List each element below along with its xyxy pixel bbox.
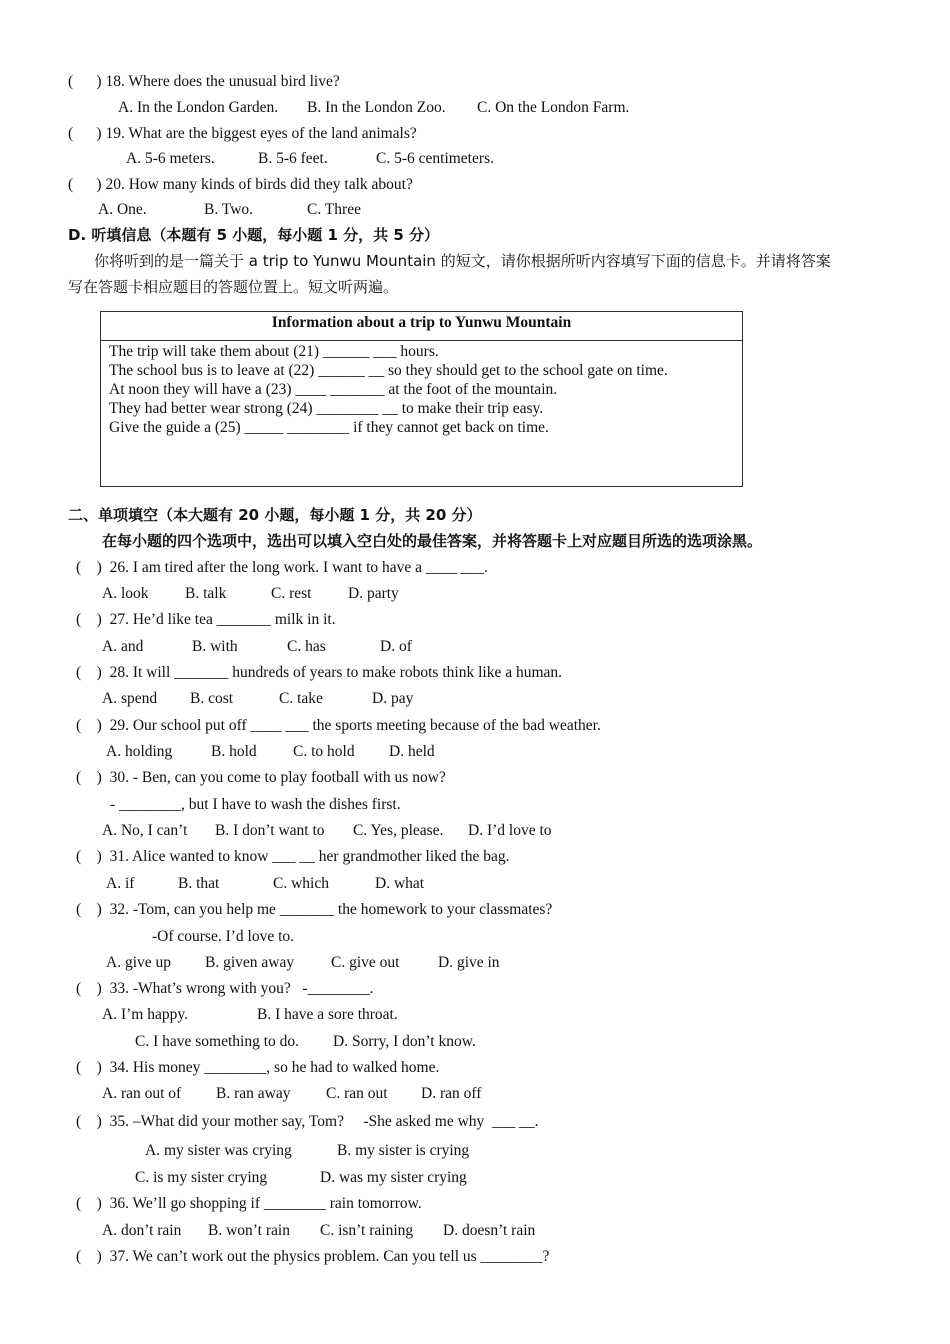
card-row-24: They had better wear strong (24) ________ __ to make their trip easy. [109, 400, 544, 417]
question-31-stem: ( ) 31. Alice wanted to know ___ __ her grandmother liked the bag. [76, 848, 510, 865]
question-30-option-d: D. I’d love to [468, 822, 552, 839]
question-37-stem: ( ) 37. We can’t work out the physics problem. Can you tell us ________? [76, 1248, 550, 1265]
question-34-stem: ( ) 34. His money ________, so he had to walked home. [76, 1059, 440, 1076]
card-row-23: At noon they will have a (23) ____ _______ at the foot of the mountain. [109, 381, 558, 398]
question-30-stem-reply: - ________, but I have to wash the dishes first. [110, 796, 401, 813]
question-30-option-c: C. Yes, please. [353, 822, 444, 839]
question-26-stem: ( ) 26. I am tired after the long work. I want to have a ____ ___. [76, 559, 488, 576]
question-32-stem: ( ) 32. -Tom, can you help me _______ the homework to your classmates? [76, 901, 553, 918]
question-34-option-b: B. ran away [216, 1085, 291, 1102]
question-35-option-d: D. was my sister crying [320, 1169, 467, 1186]
question-33-option-b: B. I have a sore throat. [257, 1006, 398, 1023]
question-31-option-a: A. if [106, 875, 135, 892]
information-card-title: Information about a trip to Yunwu Mountain [101, 312, 742, 341]
question-33-option-a: A. I’m happy. [102, 1006, 188, 1023]
question-34-option-d: D. ran off [421, 1085, 482, 1102]
question-19-option-b: B. 5-6 feet. [258, 150, 328, 167]
question-34-option-a: A. ran out of [102, 1085, 182, 1102]
question-35-option-a: A. my sister was crying [145, 1142, 292, 1159]
question-26-option-d: D. party [348, 585, 399, 602]
question-19-option-a: A. 5-6 meters. [126, 150, 215, 167]
question-20-option-b: B. Two. [204, 201, 254, 218]
question-32-option-b: B. given away [205, 954, 295, 971]
section-2-instruction: 在每小题的四个选项中，选出可以填入空白处的最佳答案，并将答题卡上对应题目所选的选项涂黑。 [102, 532, 763, 550]
question-20-option-c: C. Three [307, 201, 361, 218]
question-35-stem: ( ) 35. –What did your mother say, Tom? -She asked me why ___ __. [76, 1113, 539, 1130]
question-30-option-a: A. No, I can’t [102, 822, 188, 839]
card-row-25: Give the guide a (25) _____ ________ if they cannot get back on time. [109, 419, 549, 436]
question-29-stem: ( ) 29. Our school put off ____ ___ the sports meeting because of the bad weather. [76, 717, 601, 734]
question-29-option-d: D. held [389, 743, 435, 760]
question-36-option-c: C. isn’t raining [320, 1222, 414, 1239]
question-32-option-d: D. give in [438, 954, 500, 971]
question-26-option-c: C. rest [271, 585, 312, 602]
question-26-option-b: B. talk [185, 585, 227, 602]
question-30-option-b: B. I don’t want to [215, 822, 325, 839]
section-d-title: D. 听填信息（本题有 5 小题，每小题 1 分，共 5 分） [68, 226, 440, 244]
question-36-stem: ( ) 36. We’ll go shopping if ________ rain tomorrow. [76, 1195, 422, 1212]
question-28-option-d: D. pay [372, 690, 414, 707]
question-36-option-a: A. don’t rain [102, 1222, 182, 1239]
section-2-title: 二、单项填空（本大题有 20 小题，每小题 1 分，共 20 分） [68, 506, 482, 524]
information-card [100, 311, 743, 487]
question-20-option-a: A. One. [98, 201, 147, 218]
question-27-option-b: B. with [192, 638, 238, 655]
question-33-option-d: D. Sorry, I don’t know. [333, 1033, 476, 1050]
question-27-option-a: A. and [102, 638, 144, 655]
question-27-stem: ( ) 27. He’d like tea _______ milk in it. [76, 611, 336, 628]
question-26-option-a: A. look [102, 585, 149, 602]
question-35-option-b: B. my sister is crying [337, 1142, 470, 1159]
question-20-stem: ( ) 20. How many kinds of birds did they talk about? [68, 176, 413, 193]
question-18-stem: ( ) 18. Where does the unusual bird live? [68, 73, 340, 90]
question-18-option-a: A. In the London Garden. [118, 99, 279, 116]
question-18-option-c: C. On the London Farm. [477, 99, 630, 116]
question-35-option-c: C. is my sister crying [135, 1169, 268, 1186]
card-row-22: The school bus is to leave at (22) ______ __ so they should get to the school gate on time. [109, 362, 668, 379]
question-36-option-b: B. won’t rain [208, 1222, 290, 1239]
question-33-option-c: C. I have something to do. [135, 1033, 300, 1050]
question-29-option-b: B. hold [211, 743, 257, 760]
question-28-option-c: C. take [279, 690, 323, 707]
question-28-stem: ( ) 28. It will _______ hundreds of years to make robots think like a human. [76, 664, 563, 681]
question-29-option-c: C. to hold [293, 743, 355, 760]
question-28-option-b: B. cost [190, 690, 234, 707]
question-33-stem: ( ) 33. -What’s wrong with you? -________. [76, 980, 374, 997]
question-32-option-a: A. give up [106, 954, 172, 971]
question-29-option-a: A. holding [106, 743, 173, 760]
question-31-option-b: B. that [178, 875, 220, 892]
question-28-option-a: A. spend [102, 690, 158, 707]
question-30-stem: ( ) 30. - Ben, can you come to play football with us now? [76, 769, 446, 786]
section-d-intro-line1: 你将听到的是一篇关于 a trip to Yunwu Mountain 的短文，请你根据所听内容填写下面的信息卡。并请将答案 [94, 252, 831, 270]
question-34-option-c: C. ran out [326, 1085, 388, 1102]
question-19-option-c: C. 5-6 centimeters. [376, 150, 494, 167]
question-36-option-d: D. doesn’t rain [443, 1222, 536, 1239]
question-27-option-c: C. has [287, 638, 326, 655]
question-31-option-d: D. what [375, 875, 425, 892]
question-32-option-c: C. give out [331, 954, 400, 971]
question-27-option-d: D. of [380, 638, 412, 655]
question-31-option-c: C. which [273, 875, 329, 892]
question-18-option-b: B. In the London Zoo. [307, 99, 446, 116]
question-19-stem: ( ) 19. What are the biggest eyes of the land animals? [68, 125, 417, 142]
section-d-intro-line2: 写在答题卡相应题目的答题位置上。短文听两遍。 [68, 278, 399, 296]
card-row-21: The trip will take them about (21) ______ ___ hours. [109, 343, 439, 360]
question-32-stem-reply: -Of course. I’d love to. [152, 928, 295, 945]
